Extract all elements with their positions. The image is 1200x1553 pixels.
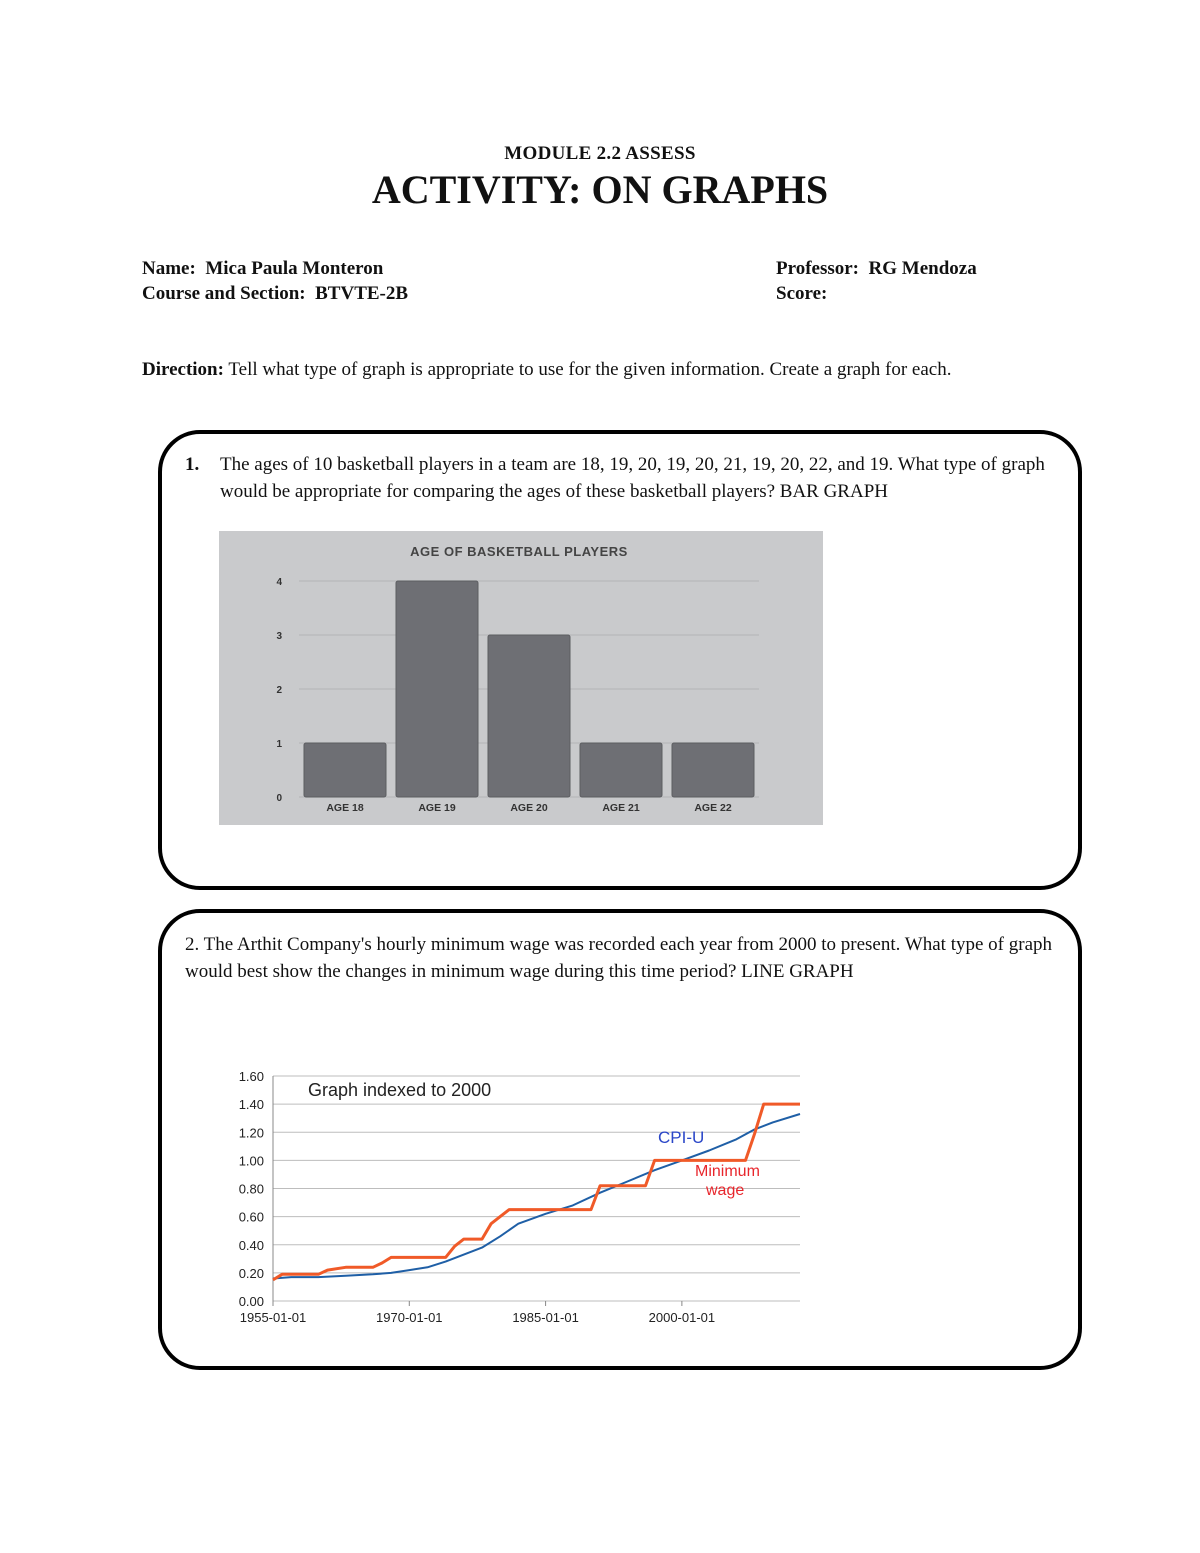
name-label: Name: [142,258,196,279]
bar-age-19 [396,581,478,797]
line-xtick-label: 1985-01-01 [512,1310,579,1325]
bar-age-20 [488,635,570,797]
question-2-text: 2. The Arthit Company's hourly minimum wage was recorded each year from 2000 to present. What type of graph would best show the changes in minimum wage during this time period? LINE GRAPH [185,934,1052,982]
bar-ytick-label: 1 [276,739,282,750]
course-value: BTVTE-2B [315,283,409,304]
line-xtick-label: 1955-01-01 [239,1310,307,1325]
course-row [142,283,408,305]
bar-xtick-label: AGE 20 [510,802,548,814]
direction-label: Direction: [142,359,224,380]
bar-chart [219,531,823,825]
professor-label: Professor: [776,258,860,279]
bar-age-21 [580,743,662,797]
module-heading: MODULE 2.2 ASSESS [504,143,696,164]
bar-ytick-label: 4 [276,577,282,588]
line-ytick-label: 0.60 [238,1209,264,1225]
name-row [142,258,383,280]
bar-xtick-label: AGE 21 [602,802,640,814]
line-xtick-label: 2000-01-01 [648,1310,716,1325]
cpi-annotation: CPI-U [658,1128,705,1147]
professor-value: RG Mendoza [868,258,977,279]
score-row [776,283,827,305]
line-ytick-label: 0.80 [238,1181,264,1197]
line-ytick-label: 1.60 [238,1069,264,1084]
course-label: Course and Section: [142,283,306,304]
line-ytick-label: 1.40 [238,1097,264,1113]
line-ytick-label: 1.00 [238,1153,264,1169]
bar-ytick-label: 0 [276,793,282,804]
bar-xtick-label: AGE 18 [326,802,364,814]
bar-ytick-label: 3 [276,631,282,642]
bar-age-18 [304,743,386,797]
direction-paragraph [142,356,1058,383]
line-ytick-label: 0.40 [238,1237,264,1253]
bar-xtick-label: AGE 22 [694,802,732,814]
question-1-text: The ages of 10 basketball players in a team are 18, 19, 20, 19, 20, 21, 19, 20, 22, and 19. What type of graph would be appropriate for comparing the ages of these basketball players? BAR GRAPH [220,454,1045,502]
line-chart [218,1060,808,1332]
bar-ytick-label: 2 [276,685,282,696]
bar-chart-title: AGE OF BASKETBALL PLAYERS [410,544,628,559]
minimum-annotation: Minimum [695,1163,760,1180]
name-value: Mica Paula Monteron [205,258,384,279]
professor-row [776,258,977,280]
line-chart-title: Graph indexed to 2000 [308,1080,492,1100]
score-label: Score: [776,283,828,304]
bar-age-22 [672,743,754,797]
direction-text: Tell what type of graph is appropriate to use for the given information. Create a graph for each. [228,359,952,380]
line-ytick-label: 0.20 [238,1265,264,1281]
wage-annotation: wage [706,1182,745,1199]
line-xtick-label: 1970-01-01 [376,1310,443,1325]
line-ytick-label: 0.00 [238,1294,264,1309]
question-1-number: 1. [185,454,200,475]
line-ytick-label: 1.20 [238,1125,264,1141]
page-title: ACTIVITY: ON GRAPHS [371,167,829,212]
bar-xtick-label: AGE 19 [418,802,456,814]
